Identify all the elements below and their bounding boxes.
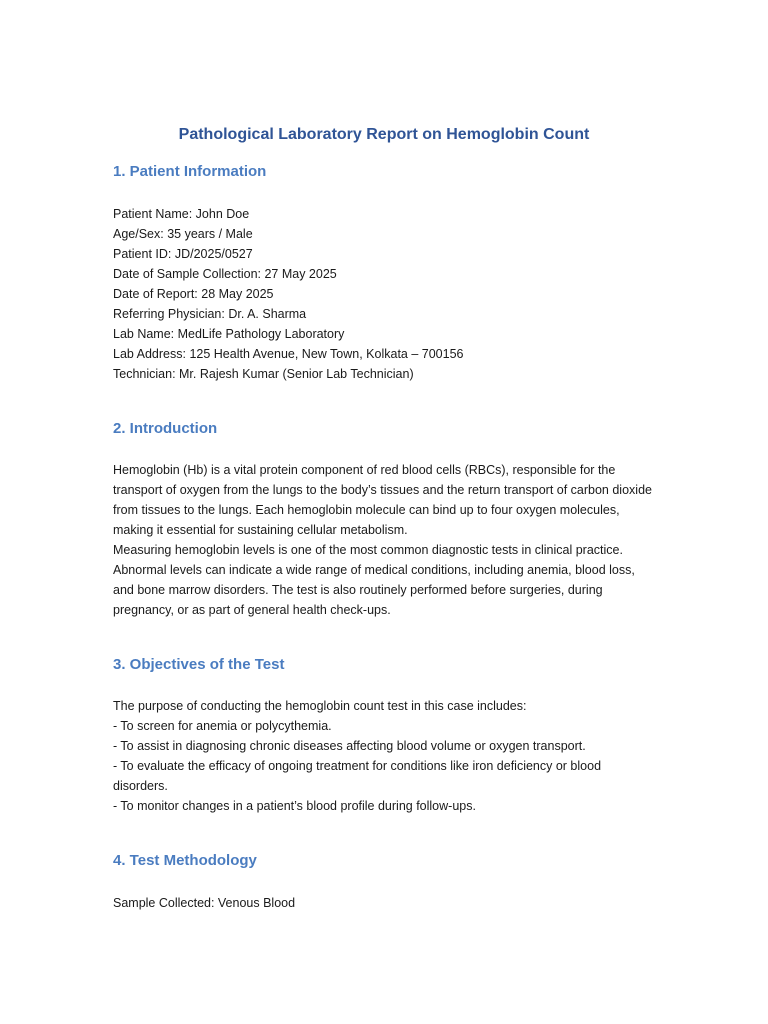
objective-item: - To monitor changes in a patient’s blood profile during follow-ups. <box>113 799 476 813</box>
patient-information-block <box>113 204 658 384</box>
patient-age-sex: Age/Sex: 35 years / Male <box>113 227 253 241</box>
sample-collection-date: Date of Sample Collection: 27 May 2025 <box>113 267 337 281</box>
introduction-block <box>113 460 658 620</box>
introduction-paragraph: Measuring hemoglobin levels is one of the most common diagnostic tests in clinical practice. Abnormal levels can indicate a wide range of medical conditions, including anemia, blood loss, and bone marrow disorders. The test is also routinely performed before surgeries, during pregnancy, or as part of general health check-ups. <box>113 543 635 617</box>
objective-item: - To assist in diagnosing chronic diseases affecting blood volume or oxygen transport. <box>113 739 586 753</box>
objective-item: - To screen for anemia or polycythemia. <box>113 719 332 733</box>
referring-physician: Referring Physician: Dr. A. Sharma <box>113 307 307 321</box>
objectives-block <box>113 696 658 816</box>
lab-name: Lab Name: MedLife Pathology Laboratory <box>113 327 345 341</box>
introduction-paragraph: Hemoglobin (Hb) is a vital protein component of red blood cells (RBCs), responsible for the transport of oxygen from the lungs to the body’s tissues and the return transport of carbon dioxide from tissues to the lungs. Each hemoglobin molecule can bind up to four oxygen molecules, making it essential for sustaining cellular metabolism. <box>113 463 652 537</box>
lab-address: Lab Address: 125 Health Avenue, New Town, Kolkata – 700156 <box>113 347 464 361</box>
patient-id: Patient ID: JD/2025/0527 <box>113 247 253 261</box>
section-heading-introduction: 2. Introduction <box>113 420 218 437</box>
objectives-intro: The purpose of conducting the hemoglobin count test in this case includes: <box>113 699 527 713</box>
patient-name: Patient Name: John Doe <box>113 207 250 221</box>
document-title: Pathological Laboratory Report on Hemoglobin Count <box>178 126 590 143</box>
section-heading-objectives: 3. Objectives of the Test <box>113 656 285 673</box>
sample-collected: Sample Collected: Venous Blood <box>113 896 296 910</box>
section-heading-test-methodology: 4. Test Methodology <box>113 852 257 869</box>
objective-item: - To evaluate the efficacy of ongoing treatment for conditions like iron deficiency or blood disorders. <box>113 759 602 793</box>
technician: Technician: Mr. Rajesh Kumar (Senior Lab Technician) <box>113 367 414 381</box>
section-heading-patient-information: 1. Patient Information <box>113 163 267 180</box>
report-date: Date of Report: 28 May 2025 <box>113 287 274 301</box>
methodology-block <box>113 893 658 913</box>
